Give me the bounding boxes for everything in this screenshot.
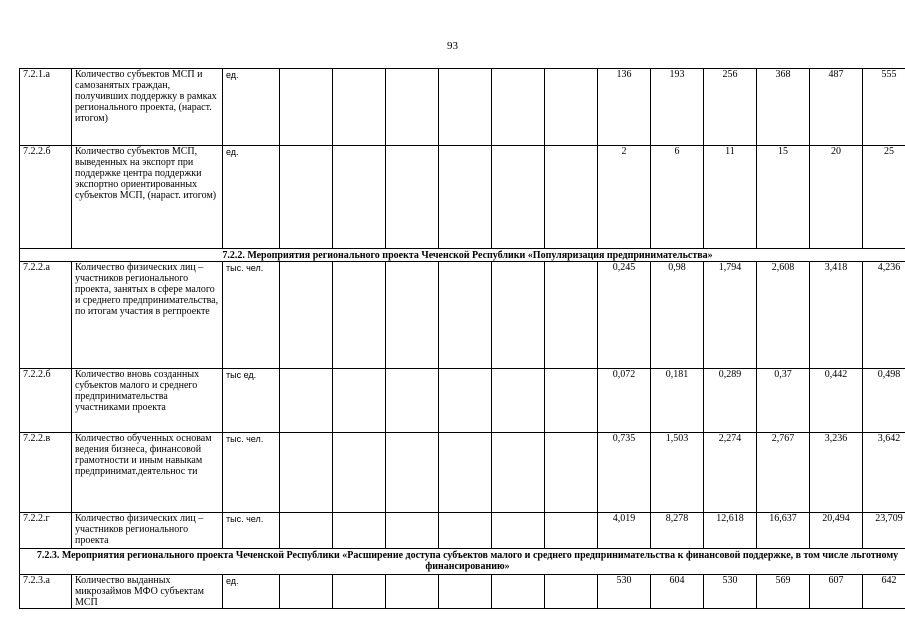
page-number: 93 <box>447 40 458 52</box>
indicator-value <box>280 575 333 609</box>
indicator-value: 256 <box>704 69 757 146</box>
indicator-value: 6 <box>651 146 704 249</box>
section-header <box>20 549 905 575</box>
indicator-value <box>492 575 545 609</box>
indicator-code: 7.2.1.а <box>20 69 72 146</box>
indicator-value <box>386 146 439 249</box>
indicator-value: 2,608 <box>757 262 810 369</box>
indicator-unit: тыс. чел. <box>223 513 280 549</box>
indicator-value: 555 <box>863 69 905 146</box>
section-title: 7.2.2. Мероприятия регионального проекта Чеченской Республики «Популяризация предпринимательства» <box>20 249 905 262</box>
indicator-value: 16,637 <box>757 513 810 549</box>
indicator-value: 642 <box>863 575 905 609</box>
indicator-value <box>492 146 545 249</box>
indicator-value <box>280 433 333 513</box>
indicator-value: 487 <box>810 69 863 146</box>
table-row <box>20 369 905 433</box>
indicator-value: 20,494 <box>810 513 863 549</box>
indicator-value: 530 <box>598 575 651 609</box>
indicator-value <box>280 69 333 146</box>
indicator-value: 3,418 <box>810 262 863 369</box>
indicator-value <box>439 69 492 146</box>
indicator-value <box>439 433 492 513</box>
indicator-value <box>492 69 545 146</box>
indicator-name: Количество субъектов МСП, выведенных на экспорт при поддержке центра поддержки экспортно ориентированных субъектов МСП, (нараст. итогом) <box>72 146 223 249</box>
indicator-value <box>333 513 386 549</box>
indicator-value: 8,278 <box>651 513 704 549</box>
indicator-code: 7.2.2.б <box>20 369 72 433</box>
indicator-code: 7.2.2.б <box>20 146 72 249</box>
indicator-value: 2,274 <box>704 433 757 513</box>
indicator-unit: тыс. чел. <box>223 433 280 513</box>
indicator-value: 136 <box>598 69 651 146</box>
indicator-value: 15 <box>757 146 810 249</box>
indicator-value <box>333 146 386 249</box>
indicator-value <box>386 433 439 513</box>
indicator-value <box>492 369 545 433</box>
indicator-name: Количество выданных микрозаймов МФО субъектам МСП <box>72 575 223 609</box>
table-row <box>20 146 905 249</box>
indicator-value <box>492 513 545 549</box>
indicator-value: 11 <box>704 146 757 249</box>
indicator-code: 7.2.2.г <box>20 513 72 549</box>
indicator-name: Количество субъектов МСП и самозанятых граждан, получивших поддержку в рамках регионального проекта, (нараст. итогом) <box>72 69 223 146</box>
indicator-value: 0,289 <box>704 369 757 433</box>
section-title: 7.2.3. Мероприятия регионального проекта Чеченской Республики «Расширение доступа субъектов малого и среднего предпринимательства к финансовой поддержке, в том числе льготному финансированию» <box>20 549 905 575</box>
indicator-value <box>280 146 333 249</box>
indicator-value: 1,794 <box>704 262 757 369</box>
indicator-value <box>492 433 545 513</box>
table-row <box>20 575 905 609</box>
indicator-value <box>386 262 439 369</box>
indicator-value: 1,503 <box>651 433 704 513</box>
indicator-value <box>280 262 333 369</box>
indicator-value: 0,181 <box>651 369 704 433</box>
indicator-value: 0,98 <box>651 262 704 369</box>
indicator-value <box>545 146 598 249</box>
indicator-value <box>439 513 492 549</box>
indicator-value <box>545 433 598 513</box>
indicator-value: 0,072 <box>598 369 651 433</box>
indicator-value <box>386 513 439 549</box>
indicator-name: Количество обученных основам ведения бизнеса, финансовой грамотности и иным навыкам предпринимат.деятельнос ти <box>72 433 223 513</box>
indicator-unit: тыс. чел. <box>223 262 280 369</box>
indicator-value <box>439 575 492 609</box>
indicator-value <box>333 262 386 369</box>
indicator-unit: ед. <box>223 146 280 249</box>
indicator-value <box>545 513 598 549</box>
indicator-value <box>333 433 386 513</box>
indicator-name: Количество физических лиц – участников регионального проекта, занятых в сфере малого и среднего предпринимательства, по итогам участия в регпроекте <box>72 262 223 369</box>
indicator-name: Количество вновь созданных субъектов малого и среднего предпринимательства участниками проекта <box>72 369 223 433</box>
indicator-value <box>333 69 386 146</box>
indicator-code: 7.2.2.а <box>20 262 72 369</box>
indicator-value: 23,709 <box>863 513 905 549</box>
indicator-value: 4,236 <box>863 262 905 369</box>
indicator-value <box>439 369 492 433</box>
indicator-value: 530 <box>704 575 757 609</box>
indicator-value: 604 <box>651 575 704 609</box>
indicator-value: 12,618 <box>704 513 757 549</box>
indicator-value: 0,37 <box>757 369 810 433</box>
indicator-code: 7.2.3.а <box>20 575 72 609</box>
indicator-value: 4,019 <box>598 513 651 549</box>
indicator-value: 25 <box>863 146 905 249</box>
indicator-value <box>280 513 333 549</box>
indicator-value: 569 <box>757 575 810 609</box>
indicator-code: 7.2.2.в <box>20 433 72 513</box>
indicator-unit: ед. <box>223 69 280 146</box>
indicator-value <box>386 69 439 146</box>
indicator-value: 2,767 <box>757 433 810 513</box>
indicator-value: 368 <box>757 69 810 146</box>
indicator-value: 2 <box>598 146 651 249</box>
indicators-table <box>19 68 905 609</box>
indicator-unit: тыс ед. <box>223 369 280 433</box>
indicator-value <box>439 146 492 249</box>
indicator-value <box>333 575 386 609</box>
indicator-value <box>280 369 333 433</box>
table-row <box>20 262 905 369</box>
indicator-value: 607 <box>810 575 863 609</box>
table-row <box>20 513 905 549</box>
indicator-value <box>545 369 598 433</box>
indicator-value <box>386 575 439 609</box>
indicator-value: 20 <box>810 146 863 249</box>
indicator-name: Количество физических лиц – участников регионального проекта <box>72 513 223 549</box>
indicator-value <box>492 262 545 369</box>
indicator-value <box>545 575 598 609</box>
table-row <box>20 69 905 146</box>
indicator-value: 193 <box>651 69 704 146</box>
indicator-value: 0,442 <box>810 369 863 433</box>
table-row <box>20 433 905 513</box>
indicator-value <box>545 262 598 369</box>
indicator-unit: ед. <box>223 575 280 609</box>
indicator-value: 0,498 <box>863 369 905 433</box>
indicator-value <box>545 69 598 146</box>
indicator-value <box>333 369 386 433</box>
indicator-value: 3,236 <box>810 433 863 513</box>
indicator-value: 0,245 <box>598 262 651 369</box>
section-header <box>20 249 905 262</box>
indicator-value <box>439 262 492 369</box>
indicator-value: 0,735 <box>598 433 651 513</box>
indicator-value: 3,642 <box>863 433 905 513</box>
indicator-value <box>386 369 439 433</box>
